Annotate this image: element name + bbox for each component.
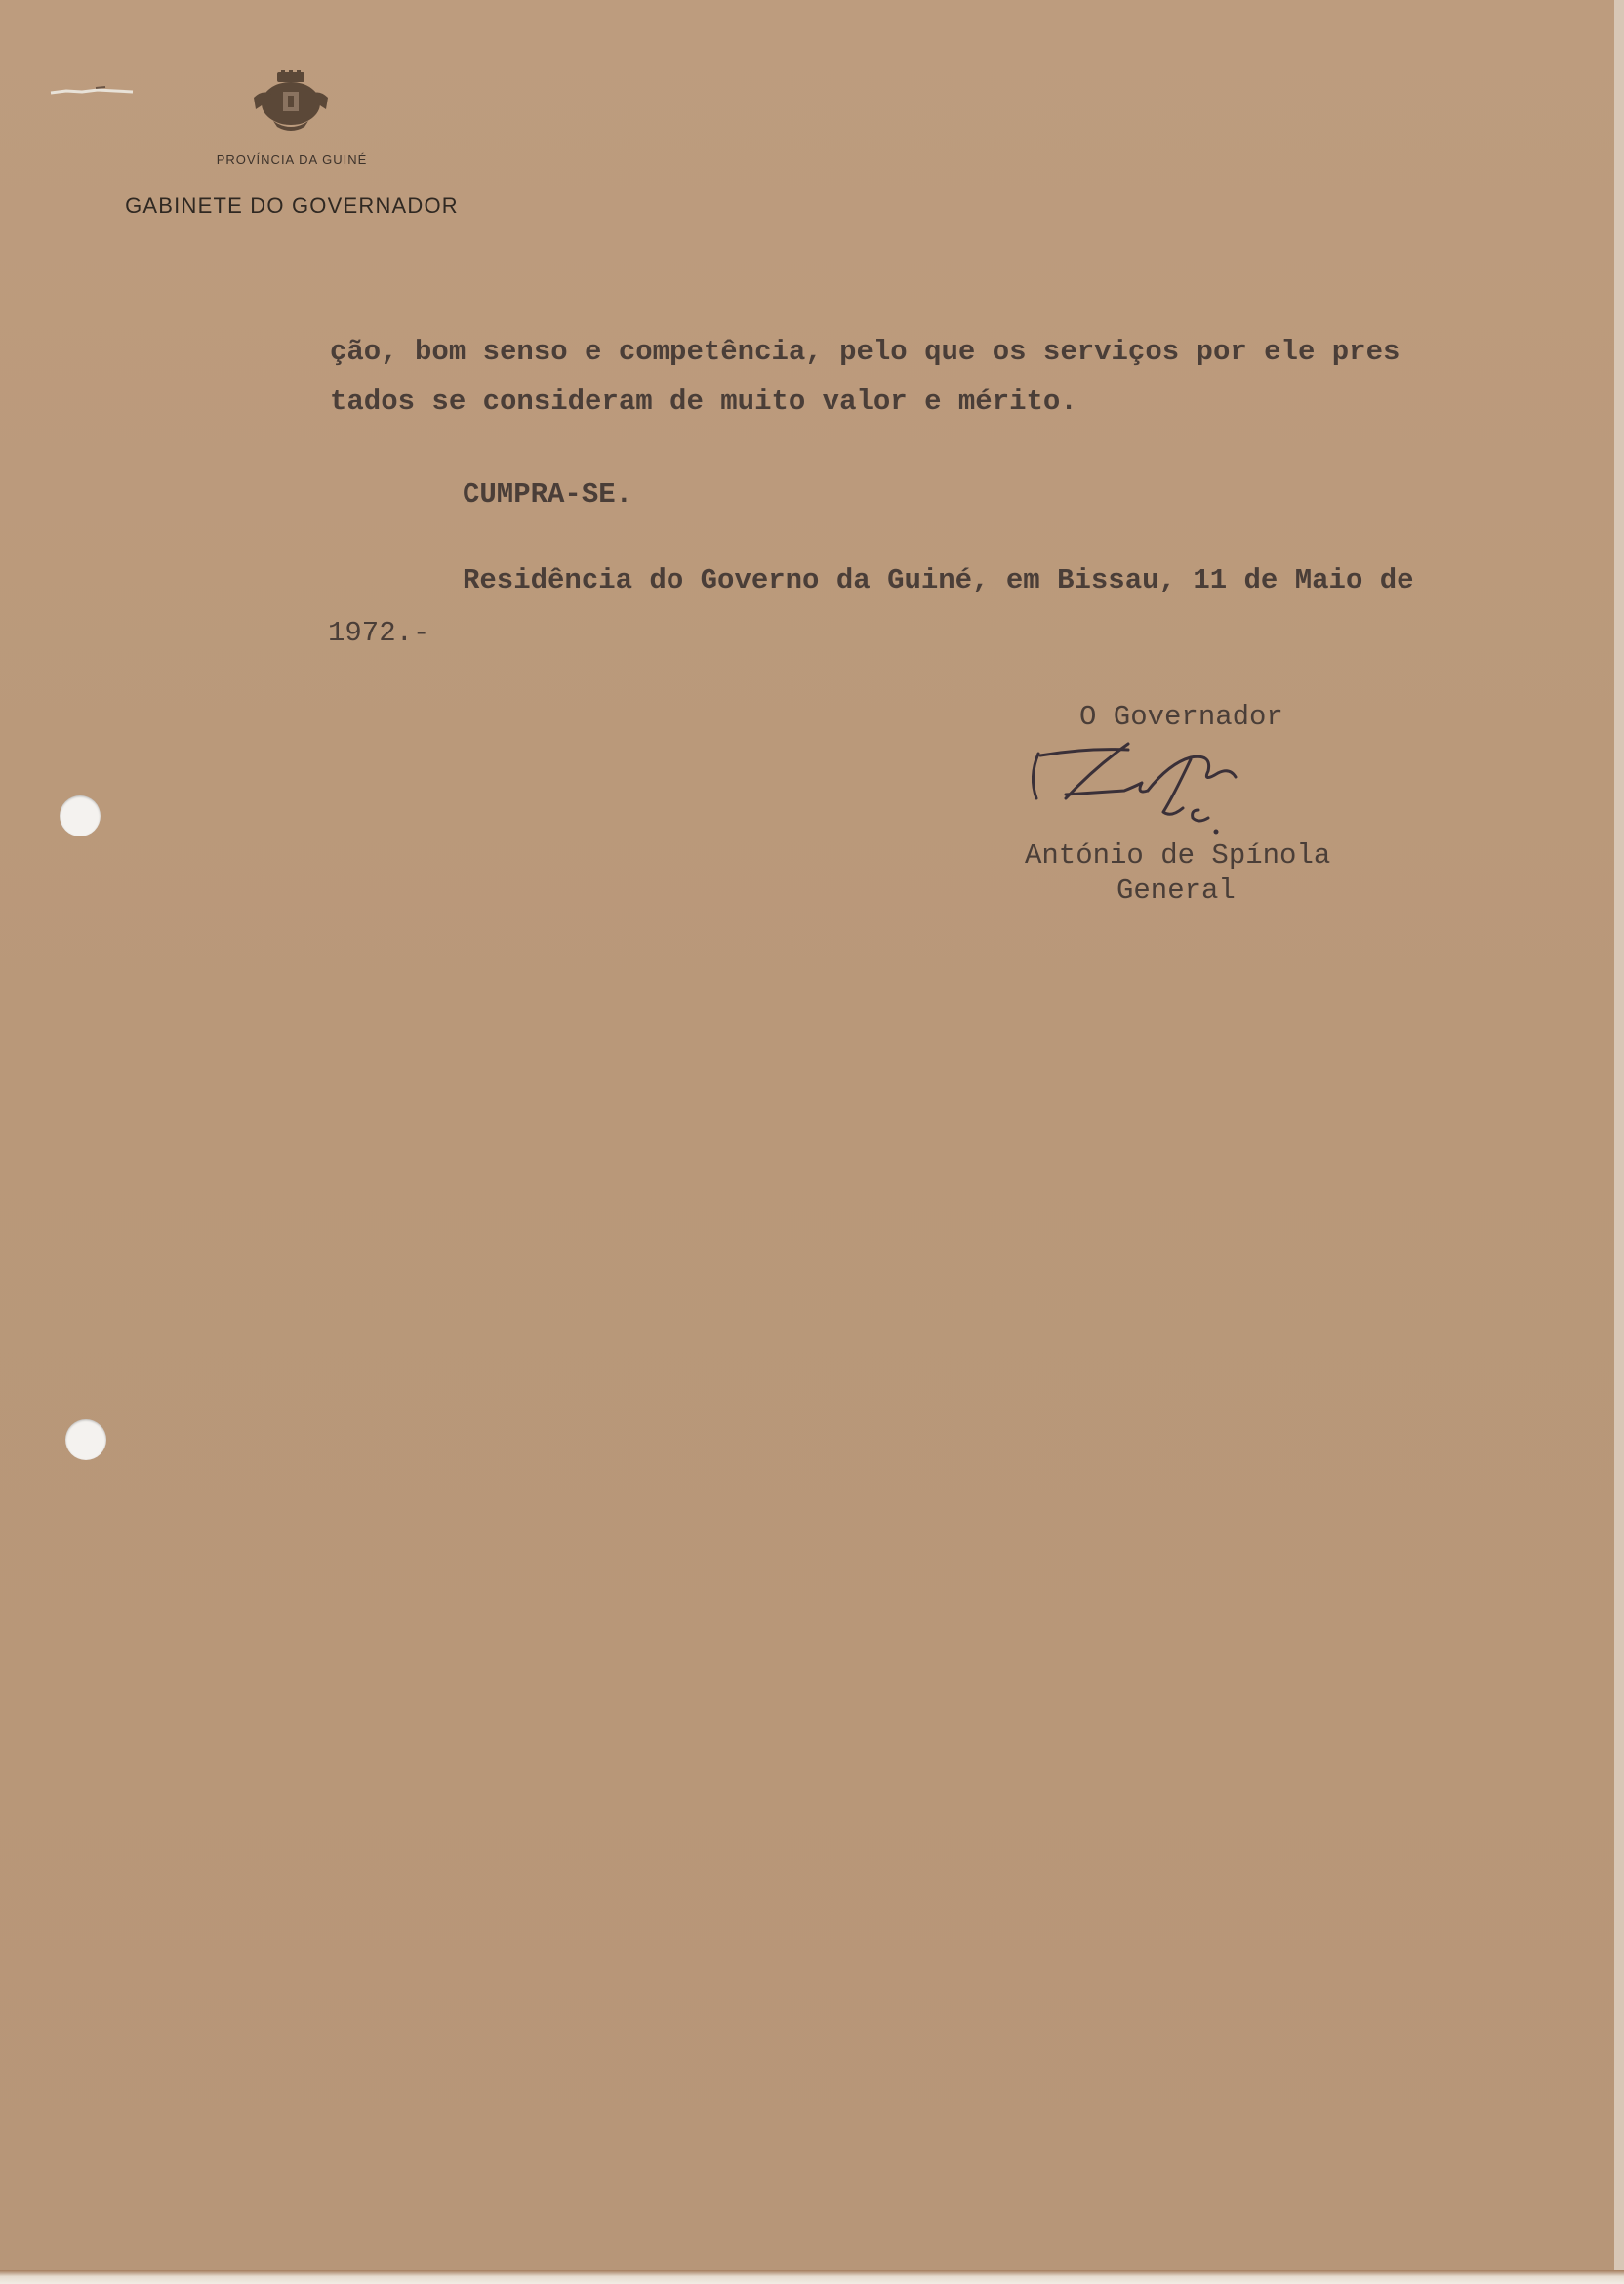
staple-mark bbox=[47, 84, 139, 98]
handwritten-signature bbox=[1027, 738, 1339, 836]
place-date-line-1: Residência do Governo da Guiné, em Bissau, 11 de Maio de bbox=[463, 564, 1414, 596]
signatory-name: António de Spínola bbox=[1025, 839, 1331, 872]
letterhead-province: PROVÍNCIA DA GUINÉ bbox=[216, 152, 368, 167]
punch-hole-top bbox=[60, 795, 101, 836]
place-date-line-2: 1972.- bbox=[328, 617, 430, 649]
signatory-rank: General bbox=[1116, 875, 1236, 907]
signatory-title: O Governador bbox=[1079, 701, 1283, 733]
body-line-2: tados se consideram de muito valor e mérito. bbox=[330, 386, 1077, 418]
page-edge-right bbox=[1614, 0, 1624, 2284]
coat-of-arms-icon bbox=[250, 70, 332, 133]
cumpra-se-line: CUMPRA-SE. bbox=[463, 478, 633, 510]
letterhead-office: GABINETE DO GOVERNADOR bbox=[125, 193, 459, 218]
body-line-1: ção, bom senso e competência, pelo que os serviços por ele pres bbox=[330, 336, 1401, 368]
page-edge-bottom bbox=[0, 2270, 1624, 2284]
punch-hole-bottom bbox=[65, 1419, 106, 1460]
